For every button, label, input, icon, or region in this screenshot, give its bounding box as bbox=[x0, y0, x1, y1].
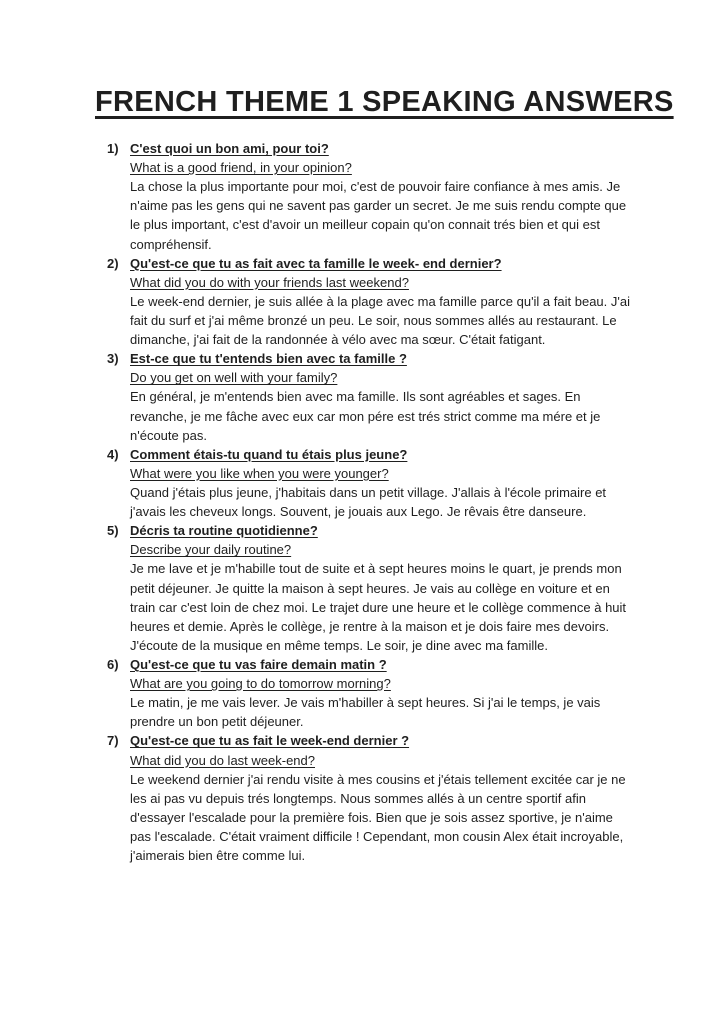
item-number: 3) bbox=[107, 351, 119, 367]
question-french: Qu'est-ce que tu vas faire demain matin ? bbox=[130, 656, 387, 672]
qa-item-7 bbox=[95, 731, 634, 865]
question-english: What did you do last week-end? bbox=[130, 752, 315, 768]
qa-item-6 bbox=[95, 655, 634, 731]
qa-item-2 bbox=[95, 254, 634, 350]
item-number: 2) bbox=[107, 255, 119, 271]
question-english: Describe your daily routine? bbox=[130, 542, 292, 558]
item-number: 6) bbox=[107, 656, 119, 672]
qa-list bbox=[95, 139, 634, 865]
question-english: What did you do with your friends last weekend? bbox=[130, 274, 409, 290]
qa-item-1 bbox=[95, 139, 634, 254]
answer-text: La chose la plus importante pour moi, c'est de pouvoir faire confiance à mes amis. Je n'aime pas les gens qui ne savent pas garder un secret. Je me suis rendu compte que le plus important, c'est d'avoir un meilleur copain qu'on connait trés bien et qui est compréhensif. bbox=[130, 179, 627, 252]
item-number: 5) bbox=[107, 523, 119, 539]
question-english: What is a good friend, in your opinion? bbox=[130, 160, 352, 176]
question-french: Décris ta routine quotidienne? bbox=[130, 523, 318, 539]
answer-text: Quand j'étais plus jeune, j'habitais dans un petit village. J'allais à l'école primaire et j'avais les cheveux longs. Souvent, je jouais aux Lego. Je rêvais être danseure. bbox=[130, 484, 607, 520]
question-english: What were you like when you were younger? bbox=[130, 465, 389, 481]
question-french: Est-ce que tu t'entends bien avec ta famille ? bbox=[130, 351, 407, 367]
question-french: Comment étais-tu quand tu étais plus jeune? bbox=[130, 446, 408, 462]
qa-item-3 bbox=[95, 349, 634, 445]
question-french: Qu'est-ce que tu as fait avec ta famille le week- end dernier? bbox=[130, 255, 502, 271]
qa-item-5 bbox=[95, 521, 634, 655]
answer-text: Le week-end dernier, je suis allée à la plage avec ma famille parce qu'il a fait beau. J'ai fait du surf et j'ai même bronzé un peu. Le soir, nous sommes allés au restaurant. Le dimanche, j'ai fait de la randonnée à vélo avec ma sœur. C'était fatigant. bbox=[130, 293, 630, 348]
answer-text: Le matin, je me vais lever. Je vais m'habiller à sept heures. Si j'ai le temps, je vais prendre un bon petit déjeuner. bbox=[130, 695, 601, 730]
question-english: Do you get on well with your family? bbox=[130, 370, 338, 386]
question-french: Qu'est-ce que tu as fait le week-end dernier ? bbox=[130, 733, 410, 749]
item-number: 1) bbox=[107, 141, 119, 156]
answer-text: En général, je m'entends bien avec ma famille. Ils sont agréables et sages. En revanche, je me fâche avec eux car mon pére est trés strict comme ma mére et je n'écoute pas. bbox=[130, 389, 601, 443]
question-english: What are you going to do tomorrow morning? bbox=[130, 676, 391, 692]
item-number: 7) bbox=[107, 733, 119, 749]
question-french: C'est quoi un bon ami, pour toi? bbox=[130, 141, 329, 156]
page-title: FRENCH THEME 1 SPEAKING ANSWERS bbox=[95, 86, 674, 118]
answer-text: Je me lave et je m'habille tout de suite et à sept heures moins le quart, je prends mon petit déjeuner. Je quitte la maison à sept heures. Je vais au collège en voiture et en train car c'est loin de chez moi. Le trajet dure une heure et le collège commence à huit heures et demie. Après le collège, je rentre à la maison et je dois faire mes devoirs. J'écoute de la musique en même temps. Le soir, je dine avec ma famille. bbox=[130, 561, 627, 653]
qa-item-4 bbox=[95, 445, 634, 521]
item-number: 4) bbox=[107, 446, 119, 462]
answer-text: Le weekend dernier j'ai rendu visite à mes cousins et j'étais tellement excitée car je ne les ai pas vu depuis trés longtemps. Nous sommes allés à un centre sportif afin d'essayer l'escalade pour la première fois. Bien que je sois assez sportive, je n'aime pas l'escalade. C'était vraiment difficile ! Cependant, mon cousin Alex était incroyable, j'aimerais bien être comme lui. bbox=[130, 771, 626, 864]
